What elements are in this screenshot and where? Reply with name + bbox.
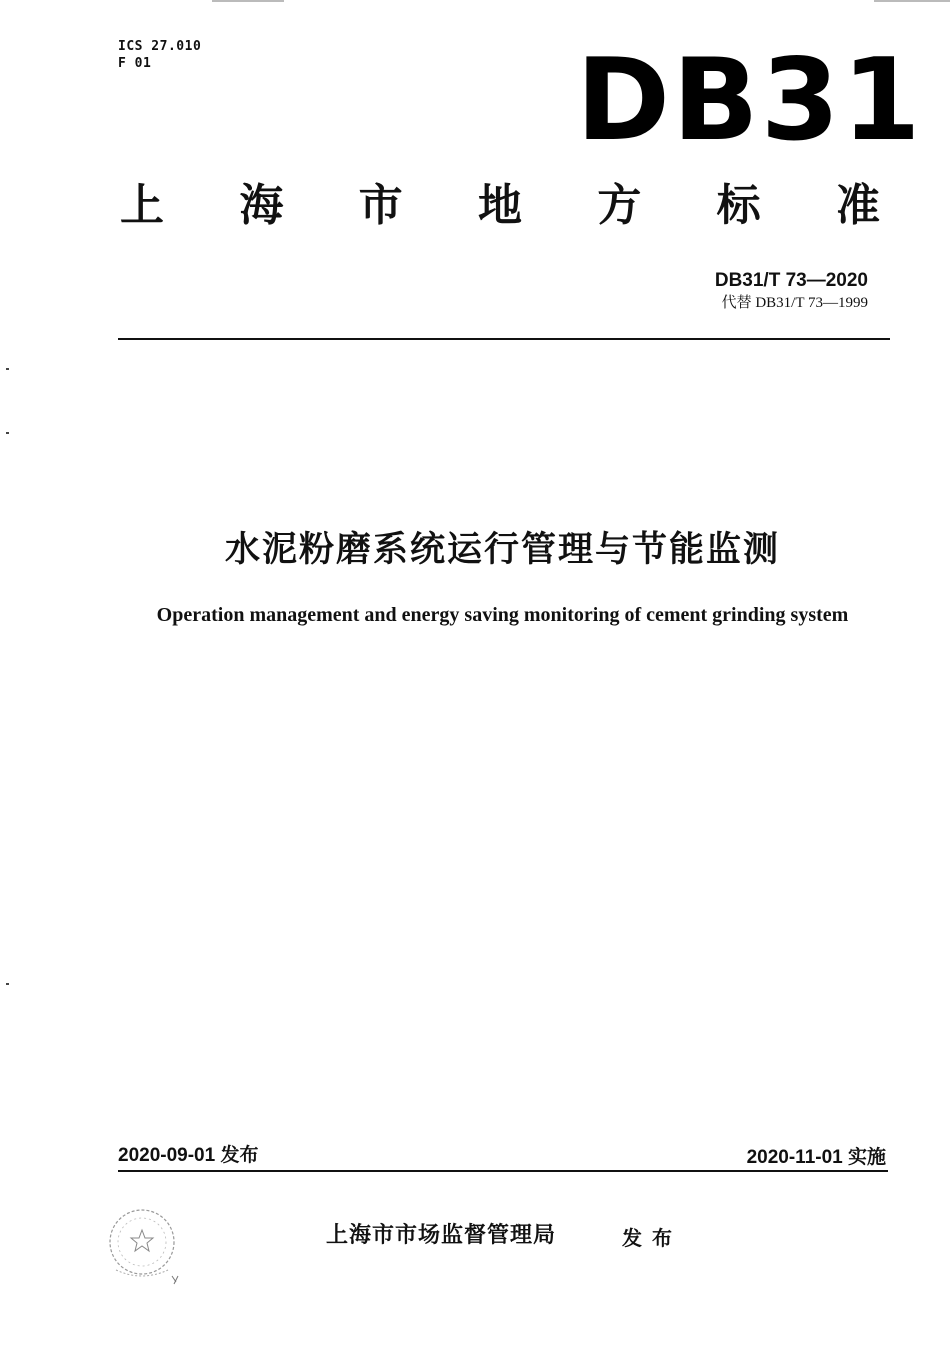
scan-speck	[6, 983, 9, 985]
standard-type-char: 海	[239, 180, 284, 231]
standard-type-char: 标	[716, 180, 761, 231]
scan-speck	[6, 368, 9, 370]
classification-codes	[118, 38, 201, 72]
standard-type-char: 上	[120, 180, 164, 231]
db31-logo: DB31	[576, 35, 923, 167]
issuing-authority: 上海市市场监督管理局	[326, 1223, 557, 1248]
scan-edge-line-right	[874, 0, 950, 2]
standard-type-char: 市	[358, 180, 403, 231]
ccs-code: F 01	[118, 56, 152, 71]
standard-type-char: 地	[477, 180, 522, 231]
header-divider	[118, 338, 890, 340]
standard-type-char: 方	[597, 180, 642, 231]
scan-edge-line-left	[212, 0, 284, 2]
document-title-chinese: 水泥粉磨系统运行管理与节能监测	[224, 530, 780, 570]
document-title-english: Operation management and energy saving monitoring of cement grinding system	[156, 604, 849, 626]
ics-code: ICS 27.010	[118, 39, 202, 54]
standard-number: DB31/T 73—2020	[714, 270, 868, 291]
issue-label: 发布	[622, 1226, 682, 1250]
implement-date: 2020-11-01 实施	[746, 1147, 886, 1168]
standard-type-char: 准	[835, 180, 880, 231]
standard-type-title	[120, 178, 880, 234]
footer-divider	[118, 1170, 888, 1172]
scan-speck	[6, 432, 9, 434]
publish-date: 2020-09-01 发布	[118, 1145, 259, 1166]
replaces-standard: 代替 DB31/T 73—1999	[721, 295, 868, 311]
official-seal-icon	[96, 1200, 188, 1292]
